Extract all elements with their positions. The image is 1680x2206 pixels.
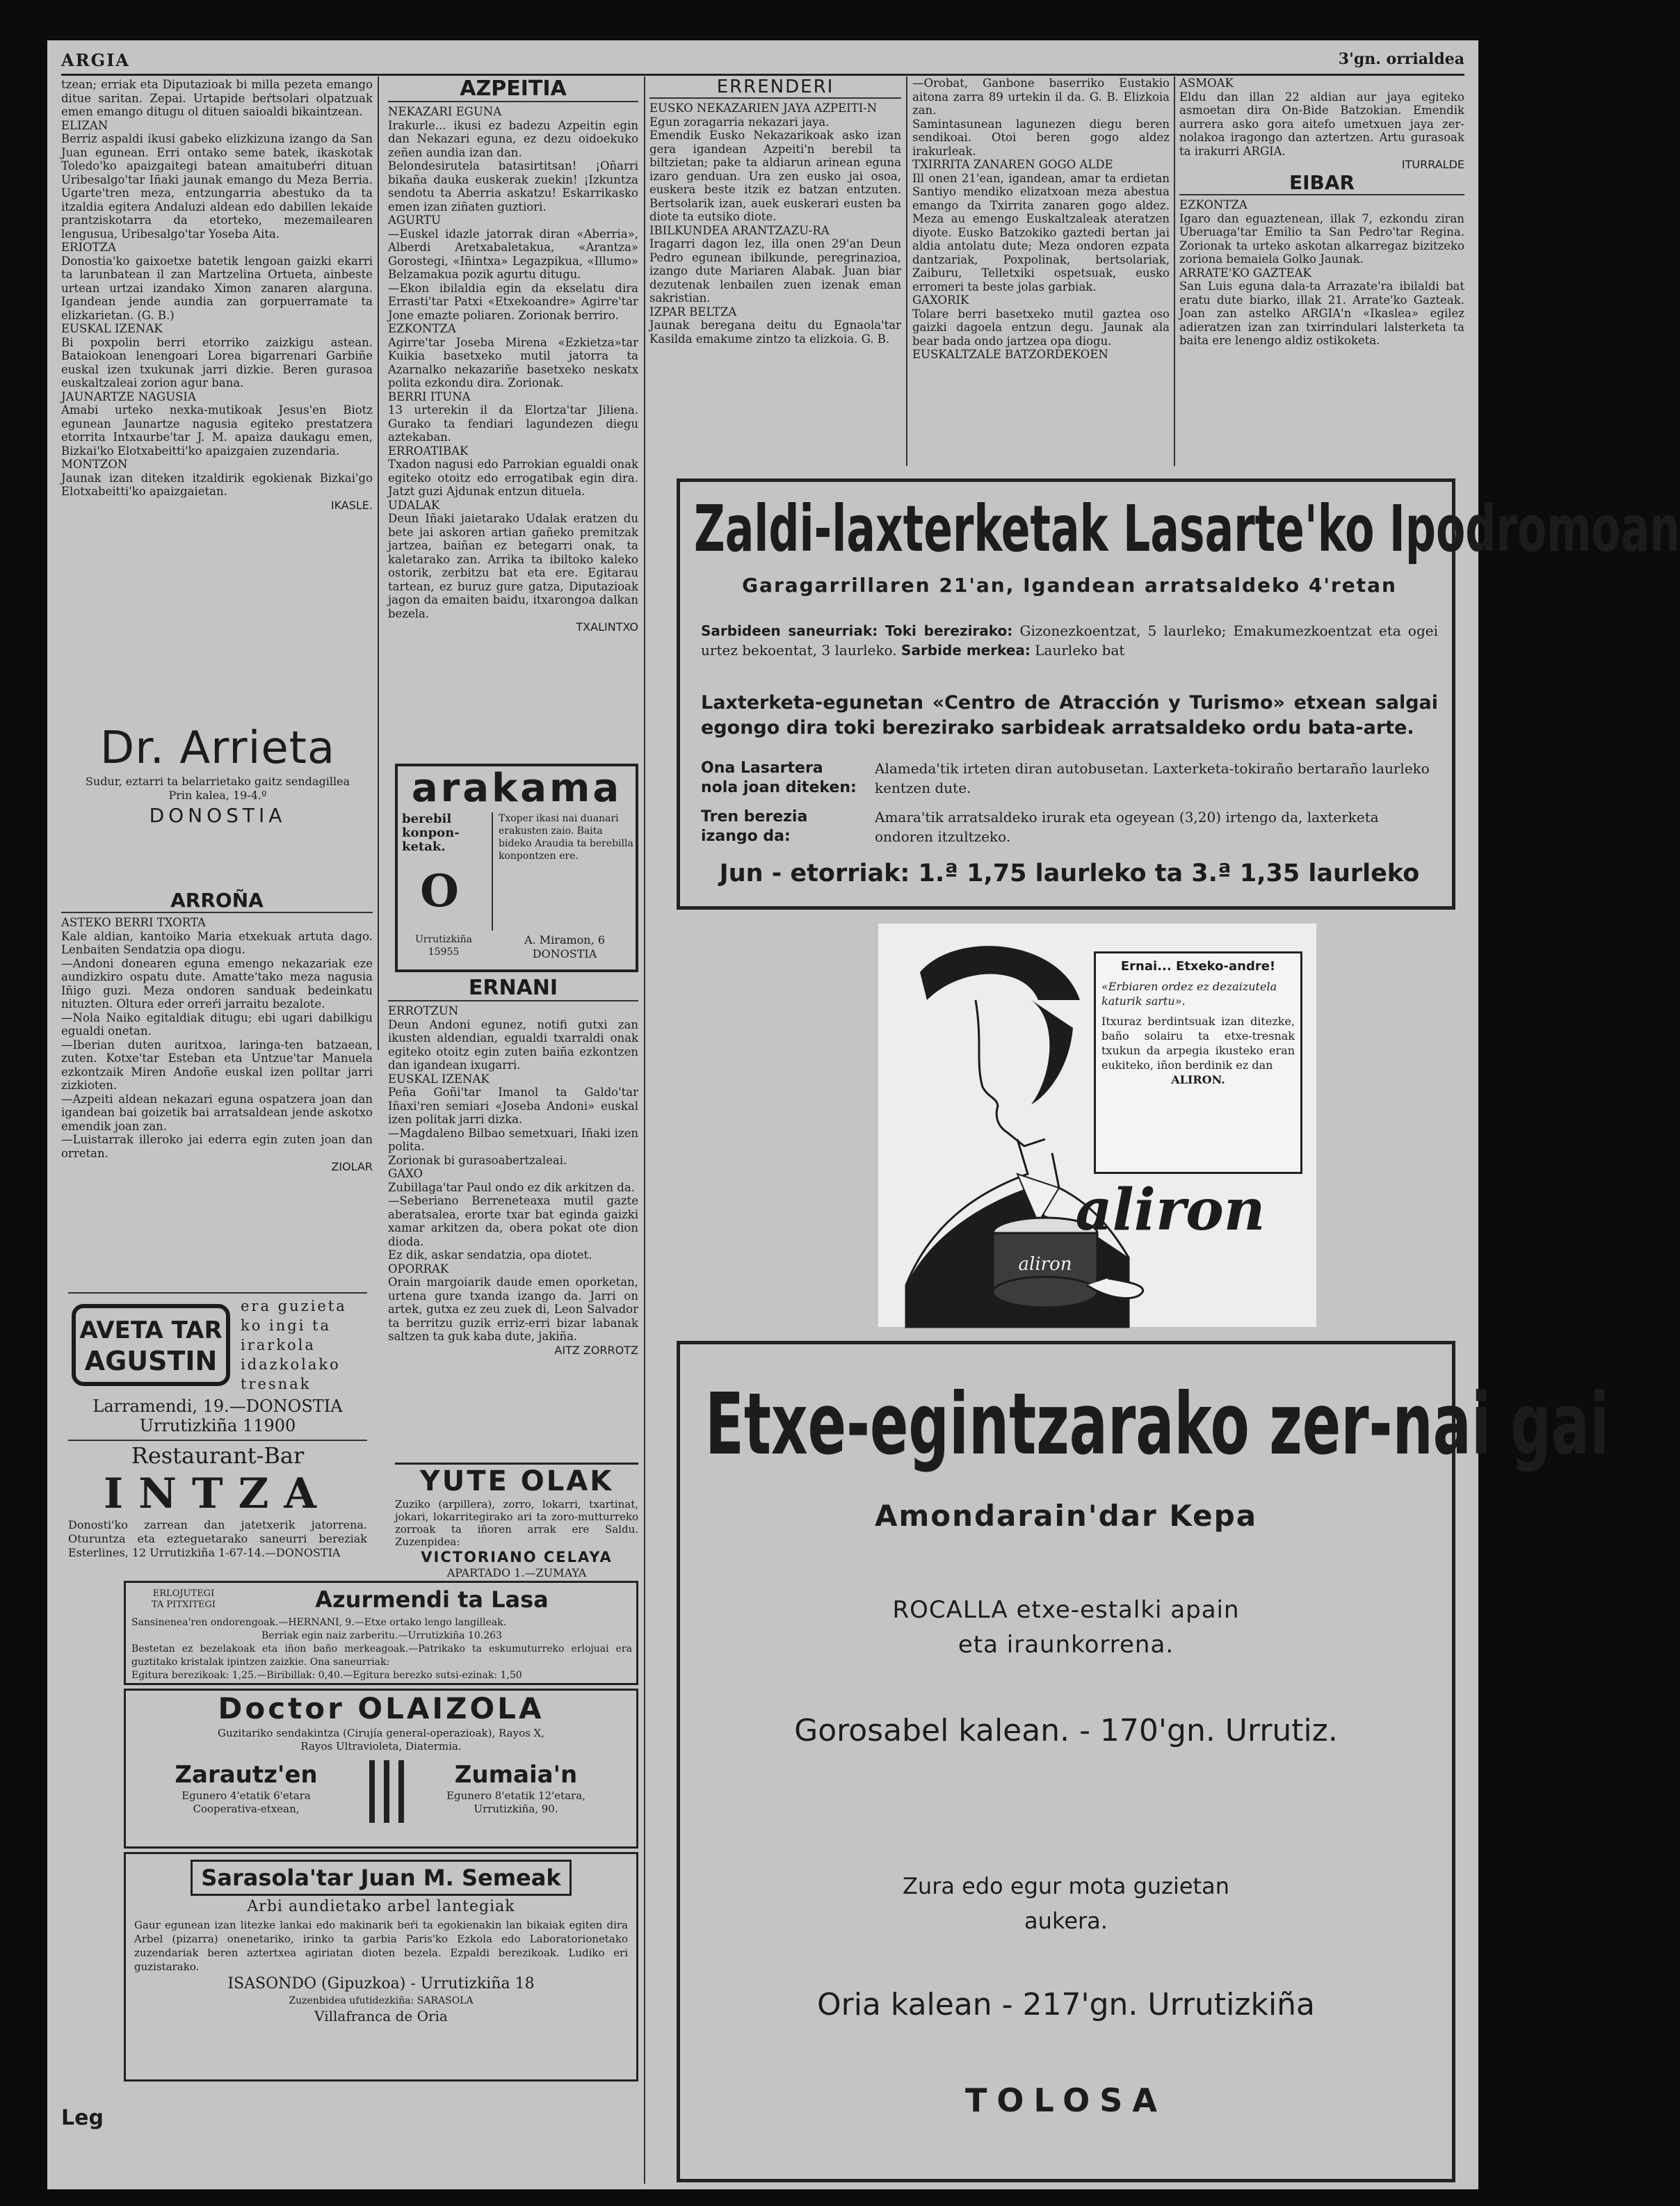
ad-name: Amondarain'dar Kepa: [874, 1499, 1258, 1533]
section-title: ERRENDERI: [649, 77, 901, 99]
ad-line: ko ingi ta: [241, 1317, 332, 1334]
article-signature: TXALINTXO: [576, 620, 638, 634]
ad-line: Rayos Ultravioleta, Diatermia.: [300, 1740, 462, 1753]
ad-right-text: Txoper ikasi nai duanari erakusten zaio. Baita bideko Araudia ta berebilla konpontzen ere.: [492, 812, 638, 931]
article-body: tzean; erriak eta Diputazioak bi milla pezeta emango ditue saritan. Zepai. Urtapide beŕtsolari olpatzuak emen emango ditugu ol dituen saioaldi bikaintzean. ELIZAN Berriz aspaldi ikusi gabeko elizkizuna izango da San Juan egunean. Erri ontako seme batek, ikaskotak Toledo'ko apaizgaitegi batean amaitubeŕri dituan Uribesalgo'tar Iñaki jaunak emango du Meza Berria. Ugarte'tren meza, entzungarria abestuko da ta itzaldia egitera Andaluzi aldean edo dabillen lekaide prantziskotarra da etorteko, mezemailearen lengusua, Uribesalgo'tar Yoseba Aita. ERIOTZA Donostia'ko gaixoetxe batetik lengoan gaizki ekarri ta larunbatean il zan Martzelina Ortueta, ainbeste urtean urtzai izandako Ximon zanaren alarguna. Igandean jende aundia zan gorpuerramate ta elizkarietan. (G. B.) EUSKAL IZENAK Bi poxpolin berri etorriko zaizkigu astean. Bataiokoan lenengoari Lorea bigarrenari Garbiñe euskal izen txukunak jarri dizkie. Beren gurasoa euskaltzaleai zorion agur bana. JAUNARTZE NAGUSIA Amabi urteko nexka-mutikoak Jesus'en Biotz egunean Jaunartze nagusia egiteko prestatzera etorrita Intxaurbe'tar J. M. apaiza daukagu emen, Bizkai'ko Elotxabeitti'ko apaizgaien zuzendaria. MONTZON Jaunak izan diteken itzaldirik egokienak Bizkai'go Elotxabeitti'ko apaizgaietan.: [61, 78, 373, 498]
azpeitia-article: [388, 77, 638, 786]
ernani-article: [388, 976, 638, 1463]
column-rule: [644, 77, 645, 2184]
ad-line: konpon-: [402, 826, 460, 840]
ad-left-text: [131, 1588, 236, 1611]
ad-line: eta iraunkorrena.: [958, 1631, 1174, 1659]
article-body: ERROTZUN Deun Andoni egunez, notifi gutxi zan ikusten aldendian, egualdi txarraldi onak egiteko otoitz egin zuten baiña ezkontzen dan igandean ixugarri. EUSKAL IZENAK Peña Goñi'tar Imanol ta Galdo'tar Iñaxi'ren semiari «Joseba Andoni» euskal izen politak jarri dizka. —Magdaleno Bilbao semetxuari, Iñaki izen polita. Zorionak bi gurasoabertzaleai. GAXO Zubillaga'tar Paul ondo ez dik arkitzen da. —Seberiano Berreneteaxa mutil gazte aberatsalea, erorte txar bat eginda gaizki xamar arkitzen da, obera pokat ote dion dioda. Ez dik, askar sendatzia, opa diotet. OPORRAK Orain margoiarik daude emen oporketan, urtena gure txanda izango da. Jarri on artek, gutxa ez zeu zuek di, Leon Salvador ta berritzu guzik erriz-erri bizar labanak saltzen ta guk kaba dute, jakiña.: [388, 1004, 638, 1343]
ad-title-wrap: [705, 1372, 1609, 1476]
ad-line: Urrutizkiña, 90.: [474, 1803, 558, 1815]
ad-right-block: [401, 1760, 631, 1816]
article-body: EZKONTZA Igaro dan eguaztenean, illak 7, ezkondu ziran Uberuaga'tar Emilio ta San Pedro'tar Regina. Zorionak ta urteko askotan alkarregaz bizitzeko zoriona bemaiela Golko Jaunak. ARRATE'KO GAZTEAK San Luis eguna dala-ta Arrazate'ra ibilaldi bat eratu dute biarko, illak 21. Arrate'ko Gazteak. Joan zan astelko ARGIA'n «Ikaslea» egilez adieratzen izan zan txirrindulari lalsterketa ta baita ere lenengo aldiz ostikoketa.: [1179, 198, 1464, 347]
ad-line: Berriak egin naiz zarberitu.—Urrutizkiña 10.263: [261, 1630, 502, 1641]
aliron-logo: aliron: [1075, 1177, 1266, 1243]
ad-title: Ernai... Etxeko-andre!: [1120, 959, 1276, 974]
ad-name: VICTORIANO CELAYA: [421, 1549, 613, 1565]
ad-line: Guzitariko sendakintza (Cirujía general-operazioak), Rayos X,: [217, 1727, 545, 1739]
errenderi-continued: [912, 77, 1170, 466]
ad-dr-arrieta: [68, 722, 367, 889]
eibar-article: [1179, 77, 1464, 466]
ad-line: Urrutizkiña: [414, 934, 472, 945]
ad-body: Zuziko (arpillera), zorro, lokarri, txartinat, jokari, lokarritegirako ari ta zoro-mutturreko zorroak ta iñoren arrak ere Saldu. Zuzenpidea:: [395, 1498, 638, 1548]
ad-body: [131, 1616, 632, 1682]
article-signature: ITURRALDE: [1401, 158, 1464, 171]
ad-address: Oria kalean - 217'gn. Urrutizkiña: [816, 1987, 1316, 2022]
ad-body: Donosti'ko zarrean dan jatetxerik jatorrena. Oturuntza eta ezteguetarako saneurri bereziak Esterlines, 12 Urrutizkiña 1-67-14.—DONOSTIA: [68, 1518, 367, 1559]
logo-text: AVETA TAR: [79, 1317, 223, 1344]
ad-address: APARTADO 1.—ZUMAYA: [446, 1566, 587, 1579]
partial-ad-fragment: Leg: [61, 2106, 104, 2130]
ad-city: TOLOSA: [965, 2082, 1167, 2119]
article-body: EUSKO NEKAZARIEN JAYA AZPEITI-N Egun zoragarria nekazari jaya. Emendik Eusko Nekazarikoak asko izan gera igandean Azpeiti'n berebil ta biltzietan; pake ta aldiarun arinean eguna izaro genduan. Ura zen eusko jai osoa, euskera beste itzik ez batzan entzuten. Bertsolarik izan, auek euskerari eusten ba diote ta eutsiko diote. IBILKUNDEA ARANTZAZU-RA Iragarri dagon lez, illa onen 29'an Deun Pedro egunean ibilkunde, peregrinazioa, izango dute Mariaren Alabak. Juan biar dezutenak lenbailen zuen izenak eman sakristian. IZPAR BELTZA Jaunak beregana deitu du Egnaola'tar Kasilda emakume zintzo ta elizkoia. G. B.: [649, 102, 901, 346]
ad-title: Sarasola'tar Juan M. Semeak: [191, 1860, 571, 1896]
ad-zaldi-laxterketak: [677, 478, 1680, 910]
ad-title: Zaldi-laxterketak Lasarte'ko Ipodromoan: [694, 492, 1680, 566]
page-header: [61, 46, 1464, 76]
column-rule: [378, 77, 379, 1050]
ad-line: TA PITXITEGI: [151, 1600, 216, 1610]
ad-subtitle: Arbi aundietako arbel lantegiak: [247, 1898, 515, 1915]
ad-line: era guzieta: [241, 1298, 347, 1314]
ad-aliron: [878, 924, 1316, 1327]
column-1-article: [61, 78, 373, 725]
page-number: 3'gn. orrialdea: [1338, 50, 1464, 68]
section-title: AZPEITIA: [388, 77, 638, 102]
ad-intza: [68, 1442, 367, 1581]
ad-line: irarkola: [241, 1337, 316, 1353]
ad-sales: Laxterketa-egunetan «Centro de Atracción y Turismo» etxean salgai egongo dira toki berezirako sarbideak arratsaldeko ordu bata-arte.: [701, 692, 1438, 739]
aveta-logo: [71, 1303, 231, 1387]
article-body: ASMOAK Eldu dan illan 22 aldian aur jaya egiteko asmoetan dira On-Bide Batzokian. Emendik aurrera asko gora aitefo umetxuen jaya zer-nolakoa iragongo dan aztertzen. Artu gurasoak ta irakurri ARGIA.: [1179, 77, 1464, 158]
ad-line: Villafranca de Oria: [314, 2008, 448, 2024]
ad-left-block: [131, 1760, 361, 1816]
ad-question: Tren berezia izango da:: [701, 808, 808, 845]
ad-line: ERLOJUTEGI: [152, 1588, 215, 1599]
divider-bars: [369, 1760, 404, 1823]
ad-line: Sarbideen saneurriak: Toki berezirako:: [701, 622, 1013, 639]
aliron-text-panel: [1094, 951, 1302, 1174]
ad-question: Ona Lasartera nola joan diteken:: [701, 759, 857, 796]
logo-text: AGUSTIN: [84, 1346, 218, 1376]
ad-line: Zuzenbidea ufutidezkiña: SARASOLA: [289, 1995, 474, 2006]
ad-address: ISASONDO (Gipuzkoa) - Urrutizkiña 18: [227, 1975, 535, 1992]
aveta-side-text: [241, 1296, 366, 1394]
ad-body: Gaur egunean izan litezke lankai edo makinarik beŕi ta egokienakin lan bikaiak egiten dira Arbel (pizarra) onenetariko, irinko ta garbia Paris'ko Ezkola edo Laboratorionetako zuzendariak beren aztertxea agiriatan dioten bezela. Ezpaldi berezikoak. Ludiko eri guzistarako.: [134, 1919, 628, 1973]
newspaper-page: [47, 40, 1680, 2189]
ad-line: Laurleko bat: [1030, 642, 1125, 659]
ad-line: Egunero 4'etatik 6'etara: [181, 1789, 311, 1802]
ad-subtitle: Restaurant-Bar: [131, 1442, 305, 1469]
section-title: ERNANI: [388, 976, 638, 1001]
circle-o-icon: O: [420, 865, 459, 917]
ad-title: Doctor OLAIZOLA: [218, 1691, 544, 1725]
ad-line: tresnak: [241, 1376, 312, 1392]
article-body: —Orobat, Ganbone baserriko Eustakio aitona zarra 89 urtekin il da. G. B. Elizkoia zan. Samintasunean lagunezen diegu beren sendikoai. Otoi beren gogo aldez irakurleak. TXIRRITA ZANAREN GOGO ALDE Ill onen 21'ean, igandean, amar ta erdietan Santiyo mendiko elizatxoan meza abestua emango da Txirrita zanaren gogo aldez. Meza au emengo Euskaltzaleak ateratzen diyote. Eusko Batzokiko gaztedi bertan jai aldia antolatu dute; Meza ondoren ezpata dantzariak, Poxpolinak, bertsolariak, Zaiburu, Telletxiki ospetsuak, eusko erromeri ta beste jolas garbiak. GAXORIK Tolare berri basetxeko mutil gaztea oso gaizki dagoela entzun degu. Jaunak ala bear bada ondo jartzea opa diogu. EUSKALTZALE BATZORDEKOEN: [912, 77, 1170, 361]
ad-town: Zarautz'en: [175, 1761, 318, 1789]
ad-address: [495, 933, 634, 961]
ad-line: ketak.: [402, 839, 446, 854]
ad-line: Egunero 8'etatik 12'etara,: [446, 1789, 585, 1802]
ad-line: Bestetan ez bezelakoak eta iñon baño merkeagoak.—Patrikako ta eskumuturreko erlojuai era guztitako kristalak ipintzen zaizkie. Ona saneurriak:: [131, 1643, 632, 1668]
ad-address: Gorosabel kalean. - 170'gn. Urrutiz.: [794, 1713, 1338, 1748]
ad-prices: [701, 621, 1438, 660]
ad-line: Egitura berezikoak: 1,25.—Biribillak: 0,40.—Egitura berezko sutsi-ezinak: 1,50: [131, 1670, 522, 1681]
ad-answer: Alameda'tik irteten diran autobusetan. Laxterketa-tokiraño bertaraño laurleko kentzen dute.: [875, 760, 1430, 796]
ad-address: Larramendi, 19.—DONOSTIA: [92, 1396, 343, 1416]
ad-line: Cooperativa-etxean,: [193, 1803, 300, 1815]
article-body: NEKAZARI EGUNA Irakurle... ikusi ez badezu Azpeitin egin dan Nekazari eguna, ez dezu oidoekuko zeñen aundia izan dan. Belondesirutela batasirtitsan! ¡Oñarri bikaña dauka euskerak zuekin! ¡Izkuntza sendotu ta Aberria askatzu! Eskarrikasko emen izan ziñaten guztiori. AGURTU —Euskel idazle jatorrak diran «Aberria», Alberdi Aretxabaletakua, «Arantza» Gorostegi, «Iñintxa» Legazpikua, «Illumo» Belzamakua pozik agurtu ditugu. —Ekon ibilaldia egin da ekselatu dira Errasti'tar Patxi «Etxekoandre» Agirre'tar Jone emazte poliaren. Zorionak berriro. EZKONTZA Agirre'tar Joseba Mirena «Ezkietza»tar Kuikia basetxeko mutil jatorra ta Azarnalko nekazariñe basetxeko neskatx polita ezkondu dira. Zorionak. BERRI ITUNA 13 urterekin il da Elortza'tar Jiliena. Gurako ta fendiari lagundezen diegu aztekaban. ERROATIBAK Txadon nagusi edo Parrokian egualdi onak egiteko otoitz edo errogatibak egin dira. Jatzt guzi Ajdunak entzun dituela. UDALAK Deun Iñaki jaietarako Udalak eratzen du bete jai askoren artian gañeko premitzak jartzea, baiñan ez betegarri onak, ta kaletarako zan. Arrika ta ibiltoko kaleko ostorik, zerbitzu bat eta ere. Egitarau tartean, ez buruz gure gatza, Diputazioak jagon da emaiten baidu, itxarongoa dalkan bezela.: [388, 105, 638, 620]
ad-body: Itxuraz berdintsuak izan ditezke, baño solairu ta etxe-tresnak txukun da arpegia ikusteko eran eukiteko, iñon berdinik ez dan: [1101, 1015, 1295, 1072]
ad-etxe-egintzarako: [677, 1341, 1609, 2182]
column-rule: [906, 77, 907, 466]
ad-title: YUTE OLAK: [419, 1465, 614, 1497]
ad-azurmendi: [124, 1581, 638, 1685]
ad-sarasola: [124, 1852, 638, 2082]
ad-date: Garagarrillaren 21'an, Igandean arratsaldeko 4'retan: [742, 574, 1397, 597]
ad-answer: Amara'tik arratsaldeko irurak eta ogeyean (3,20) irtengo da, laxterketa ondoren itzultzeko.: [875, 809, 1379, 845]
ad-line: ROCALLA etxe-estalki apain: [892, 1596, 1240, 1624]
ad-line: DONOSTIA: [532, 947, 597, 960]
ad-city: DONOSTIA: [149, 804, 286, 827]
ad-title: Etxe-egintzarako zer-nai gai: [705, 1375, 1609, 1474]
ad-left-text: [402, 812, 485, 854]
ad-line: berebil: [402, 812, 452, 826]
ad-line: Gizonezkoentzat, 5 laurleko; Emakumezkoentzat eta ogei urtez bekoentat, 3 laurleko.: [701, 622, 1438, 659]
article-signature: AITZ ZORROTZ: [554, 1343, 638, 1357]
masthead-name: ARGIA: [61, 50, 130, 70]
ad-town: Zumaia'n: [454, 1761, 578, 1789]
ad-title: arakama: [411, 766, 622, 811]
ad-line: A. Miramon, 6: [524, 933, 605, 947]
article-body: ASTEKO BERRI TXORTA Kale aldian, kantoiko Maria etxekuak artuta dago. Lenbaiten Sendatzia opa diogu. —Andoni donearen eguna emengo nekazariak eze aundizkiro ospatu dute. Amatte'tako meza nagusia Iñigo guzi. Meza ondoren sanduak bedeinkatu nituzten. Oltura eder orreŕi jarraitu bezalote. —Nola Naiko egitaldiak ditugu; ebi ugari dabilkigu egualdi onetan. —Iberian duten auritxoa, laringa-ten batzaean, zuten. Kotxe'tar Esteban eta Untzue'tar Manuela ezkontzaik Miren Andoñe euskal izen polltar jarri zizkioten. —Azpeiti aldean nekazari eguna ospatzera joan dan igandean bai goizetik bai arratsaldean jende askotxo emendik joan zan. —Luistarrak illeroko jai ederra egin zuten joan dan orretan.: [61, 916, 373, 1160]
section-title: EIBAR: [1179, 171, 1464, 195]
ad-line: Prin kalea, 19-4.º: [168, 789, 267, 802]
ad-title: Dr. Arrieta: [99, 723, 336, 774]
tin-label: aliron: [1018, 1254, 1072, 1275]
ad-brand: ALIRON.: [1171, 1073, 1225, 1086]
ad-phone: Urrutizkiña 11900: [139, 1416, 296, 1435]
ad-arakama: [395, 764, 638, 972]
ad-aveta: [68, 1292, 367, 1441]
article-signature: ZIOLAR: [331, 1160, 373, 1173]
ad-olaizola: [124, 1689, 638, 1849]
errenderi-article: [649, 77, 901, 466]
ad-line: Sansinenea'ren ondorengoak.—HERNANI, 9.—Etxe ortako lengo langilleak.: [131, 1617, 507, 1628]
ad-phone: [402, 933, 485, 958]
column-rule: [1174, 77, 1175, 466]
article-signature: IKASLE.: [330, 498, 373, 512]
arrona-article: [61, 889, 373, 1285]
ad-line: Sarbide merkea:: [901, 642, 1031, 659]
section-title: ARROÑA: [61, 889, 373, 913]
ad-yute-olak: [395, 1463, 638, 1583]
ad-line: Sudur, eztarri ta belarrietako gaitz sendagillea: [85, 775, 350, 788]
ad-line: idazkolako: [241, 1356, 341, 1373]
ad-title-wrap: [694, 490, 1680, 568]
ad-line: Zura edo egur mota guzietan: [903, 1873, 1229, 1899]
ad-quote: «Erbiaren ordez ez dezaizutela katurik sartu».: [1101, 980, 1277, 1008]
ad-line: 15955: [428, 947, 460, 958]
ad-line: aukera.: [1024, 1908, 1108, 1934]
ad-prices-footer: Jun - etorriak: 1.ª 1,75 laurleko ta 3.ª 1,35 laurleko: [719, 860, 1420, 887]
ad-title: INTZA: [104, 1470, 332, 1518]
ad-title: Azurmendi ta Lasa: [315, 1586, 549, 1613]
